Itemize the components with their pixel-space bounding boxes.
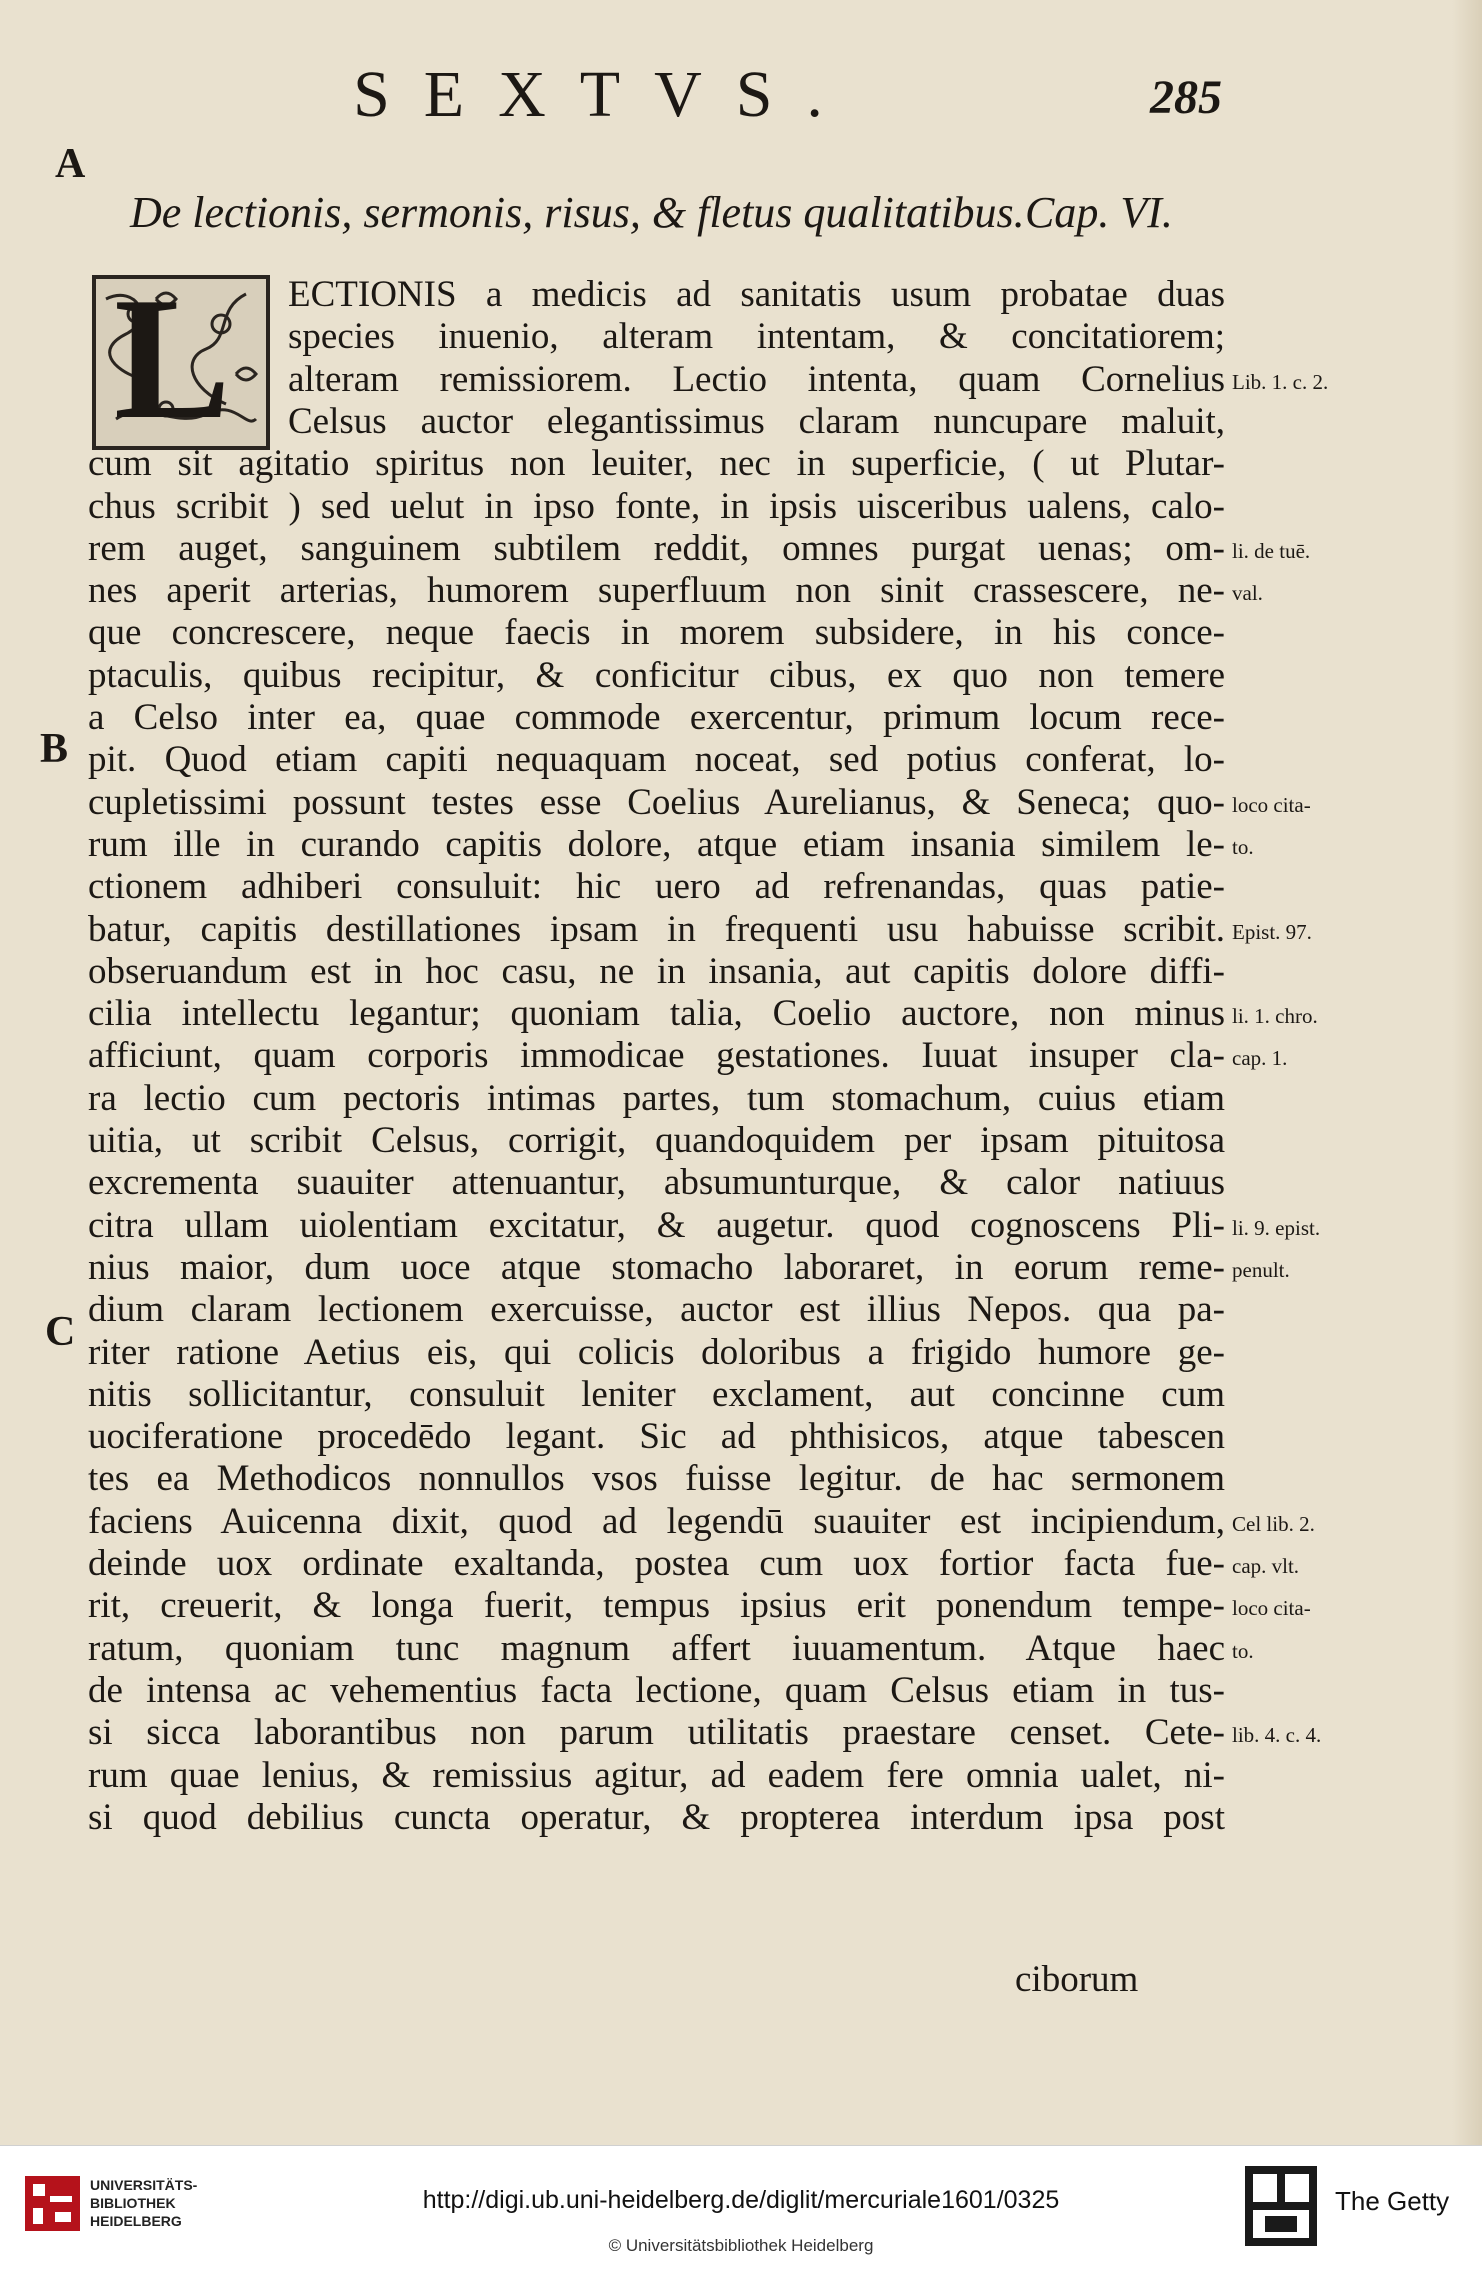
text-line: uociferatione procedēdo legant. Sic ad phthisicos, atque tabescen: [88, 1416, 1225, 1458]
text-line: deinde uox ordinate exaltanda, postea cum uox fortior facta fue-: [88, 1543, 1225, 1584]
text-line: que concrescere, neque faecis in morem subsidere, in his conce-: [88, 612, 1225, 654]
text-line: faciens Auicenna dixit, quod ad legendū suauiter est incipiendum,: [88, 1500, 1225, 1542]
text-line: ECTIONIS a medicis ad sanitatis usum probatae duas: [288, 274, 1225, 315]
text-line: species inuenio, alteram intentam, & concitatiorem;: [288, 316, 1225, 358]
university-name-line: UNIVERSITÄTS-: [90, 2177, 198, 2193]
text-line: a Celso inter ea, quae commode exercentur, primum locum rece-: [88, 697, 1225, 738]
margin-note: lib. 4. c. 4.: [1232, 1723, 1322, 1748]
margin-note: Epist. 97.: [1232, 919, 1312, 944]
margin-note: loco cita-: [1232, 792, 1311, 817]
text-line: tes ea Methodicos nonnullos vsos fuisse legitur. de hac sermonem: [88, 1458, 1225, 1500]
text-line: cilia intellectu legantur; quoniam talia, Coelio auctore, non minus: [88, 993, 1225, 1035]
margin-note: li. 9. epist.: [1232, 1215, 1321, 1240]
margin-note: li. de tuē.: [1232, 538, 1311, 563]
text-line: ratum, quoniam tunc magnum affert iuuamentum. Atque haec: [88, 1627, 1225, 1669]
text-line: ra lectio cum pectoris intimas partes, tum stomachum, cuius etiam: [88, 1077, 1225, 1119]
catchword: ciborum: [1015, 1959, 1139, 2000]
decorated-initial: [92, 261, 270, 455]
margin-note: penult.: [1232, 1257, 1290, 1282]
chapter-title: De lectionis, sermonis, risus, & fletus qualitatibus.: [130, 188, 1025, 237]
running-head: SEXTVS.: [353, 58, 857, 131]
text-line: cum sit agitatio spiritus non leuiter, nec in superficie, ( ut Plutar-: [88, 443, 1225, 485]
text-line: nes aperit arterias, humorem superfluum non sinit crassescere, ne-: [88, 570, 1225, 612]
chapter-label: Cap. VI.: [1025, 188, 1173, 237]
text-line: uitia, ut scribit Celsus, corrigit, quandoquidem per ipsam pituitosa: [88, 1120, 1225, 1161]
text-line: alteram remissiorem. Lectio intenta, quam Cornelius: [288, 358, 1225, 400]
university-name-line: BIBLIOTHEK: [90, 2195, 176, 2211]
margin-note: cap. 1.: [1232, 1046, 1288, 1071]
text-line: obseruandum est in hoc casu, ne in insania, aut capitis dolore diffi-: [88, 950, 1225, 992]
university-name-line: HEIDELBERG: [90, 2213, 182, 2229]
initial-letter: L: [114, 261, 231, 455]
text-line: rum ille in curando capitis dolore, atque etiam insania similem le-: [88, 823, 1225, 865]
page-edge-shadow: [1452, 0, 1482, 2145]
margin-note: Cel lib. 2.: [1232, 1511, 1315, 1536]
margin-note: to.: [1232, 834, 1254, 859]
text-line: afficiunt, quam corporis immodicae gestationes. Iuuat insuper cla-: [88, 1035, 1225, 1077]
margin-note: cap. vlt.: [1232, 1554, 1300, 1578]
page-number: 285: [1150, 71, 1222, 124]
text-line: cupletissimi possunt testes esse Coelius Aurelianus, & Seneca; quo-: [88, 781, 1225, 823]
getty-logo-icon: [1245, 2166, 1317, 2246]
getty-name: The Getty: [1335, 2186, 1450, 2216]
text-line: ctionem adhiberi consuluit: hic uero ad refrenandas, quas patie-: [88, 866, 1225, 908]
margin-note: val.: [1232, 581, 1263, 606]
text-line: ptaculis, quibus recipitur, & conficitur cibus, ex quo non temere: [88, 654, 1225, 696]
text-line: batur, capitis destillationes ipsam in frequenti usu habuisse scribit.: [88, 908, 1225, 950]
text-line: rit, creuerit, & longa fuerit, tempus ipsius erit ponendum tempe-: [88, 1585, 1225, 1627]
section-letter-a: A: [55, 141, 86, 187]
text-line: rum quae lenius, & remissius agitur, ad eadem fere omnia ualet, ni-: [88, 1754, 1225, 1796]
text-line: de intensa ac vehementius facta lectione, quam Celsus etiam in tus-: [88, 1669, 1225, 1711]
text-line: nius maior, dum uoce atque stomacho laboraret, in eorum reme-: [88, 1246, 1225, 1288]
section-letter-c: C: [45, 1309, 76, 1355]
permalink-url[interactable]: http://digi.ub.uni-heidelberg.de/diglit/mercuriale1601/0325: [422, 2186, 1060, 2214]
margin-note: to.: [1232, 1638, 1254, 1663]
text-line: nitis sollicitantur, consuluit leniter exclament, aut concinne cum: [88, 1373, 1225, 1415]
footer: [0, 2145, 1482, 2272]
text-line: chus scribit ) sed uelut in ipso fonte, in ipsis uisceribus ualens, calo-: [88, 485, 1225, 527]
margin-note: Lib. 1. c. 2.: [1232, 369, 1329, 394]
text-line: si sicca laborantibus non parum utilitatis praestare censet. Cete-: [88, 1712, 1225, 1754]
text-line: Celsus auctor elegantissimus claram nuncupare maluit,: [288, 400, 1225, 442]
text-line: rem auget, sanguinem subtilem reddit, omnes purgat uenas; om-: [88, 527, 1225, 569]
text-line: citra ullam uiolentiam excitatur, & augetur. quod cognoscens Pli-: [88, 1204, 1225, 1246]
text-line: si quod debilius cuncta operatur, & propterea interdum ipsa post: [88, 1796, 1225, 1838]
margin-note: loco cita-: [1232, 1596, 1311, 1621]
text-line: riter ratione Aetius eis, qui colicis doloribus a frigido humore ge-: [88, 1331, 1225, 1373]
copyright-notice: © Universitätsbibliothek Heidelberg: [608, 2236, 874, 2255]
margin-note: li. 1. chro.: [1232, 1004, 1318, 1029]
text-line: dium claram lectionem exercuisse, auctor est illius Nepos. qua pa-: [88, 1289, 1225, 1331]
text-line: excrementa suauiter attenuantur, absumunturque, & calor natiuus: [88, 1162, 1225, 1204]
section-letter-b: B: [40, 726, 69, 772]
text-line: pit. Quod etiam capiti nequaquam noceat, sed potius conferat, lo-: [88, 739, 1225, 781]
